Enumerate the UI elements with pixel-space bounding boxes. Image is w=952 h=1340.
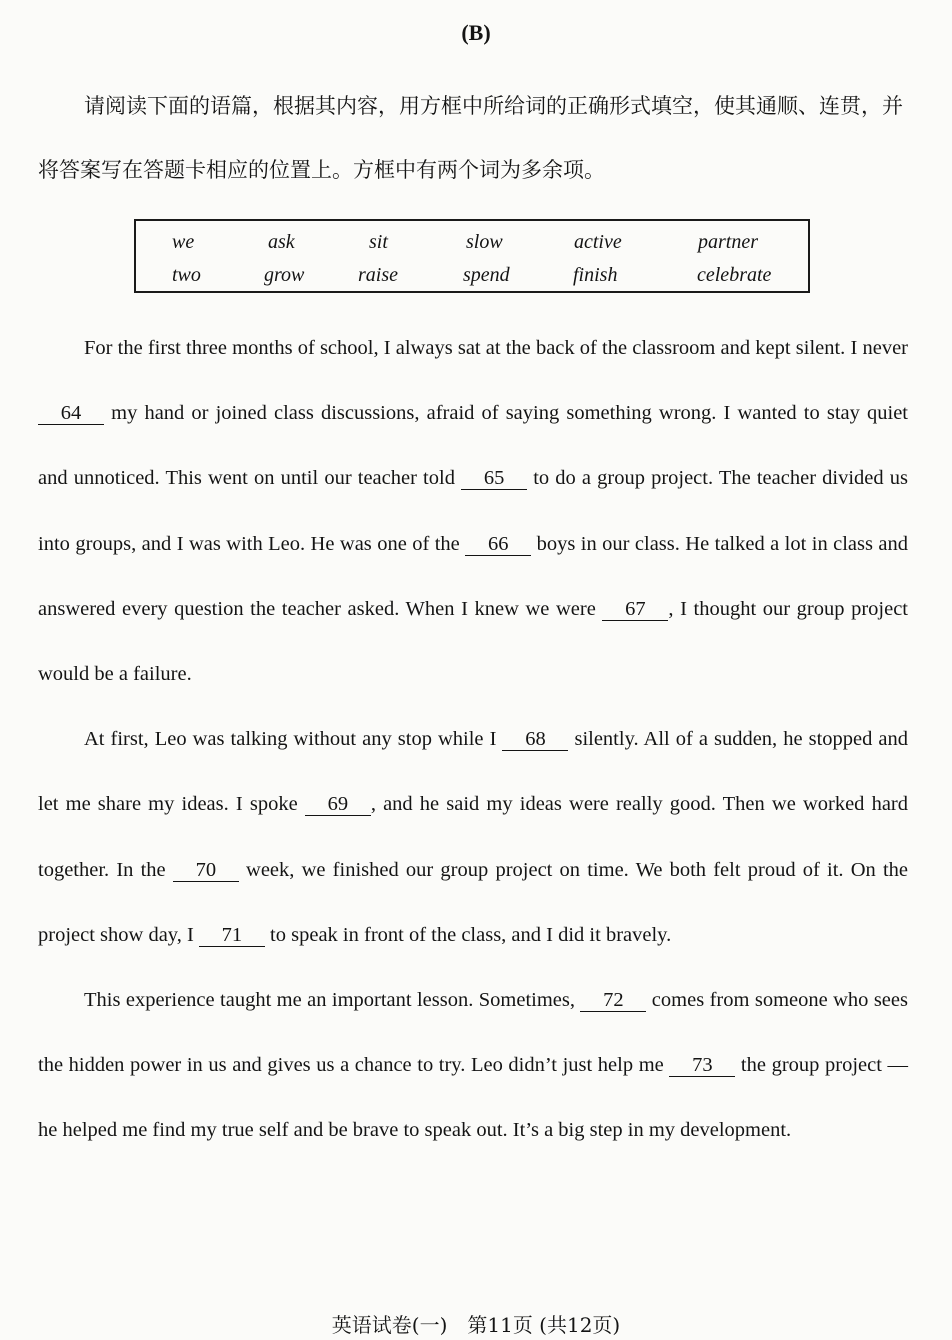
- paragraph-1: [38, 316, 908, 707]
- word-option: partner: [698, 231, 758, 253]
- word-option: grow: [264, 264, 305, 286]
- blank-72[interactable]: 72: [580, 989, 646, 1012]
- instructions-text: 请阅读下面的语篇，根据其内容，用方框中所给词的正确形式填空，使其通顺、连贯，并将答案写在答题卡相应的位置上。方框中有两个词为多余项。: [38, 94, 903, 182]
- section-title: (B): [461, 20, 491, 45]
- passage-text: the group project — he helped me find my true self and be brave to speak out. It’s a big step in my development.: [38, 1054, 908, 1142]
- word-option: spend: [463, 264, 510, 286]
- word-option: celebrate: [697, 264, 772, 286]
- word-box: [134, 219, 810, 293]
- blank-73[interactable]: 73: [669, 1054, 735, 1077]
- passage-text: This experience taught me an important lesson. Sometimes,: [84, 989, 581, 1012]
- blank-65[interactable]: 65: [461, 467, 527, 490]
- passage-text: comes from someone who sees the hidden power in us and gives us a chance to try. Leo didn’t just help me: [38, 989, 908, 1077]
- paragraph-3: [38, 968, 908, 1164]
- word-option: ask: [268, 231, 295, 253]
- passage: [38, 316, 908, 1164]
- passage-text: , I thought our group project would be a failure.: [38, 597, 908, 686]
- word-option: two: [172, 264, 201, 286]
- blank-67[interactable]: 67: [602, 598, 668, 621]
- word-option: sit: [369, 231, 388, 253]
- passage-text: to speak in front of the class, and I did it bravely.: [264, 923, 672, 946]
- passage-text: week, we finished our group project on time. We both felt proud of it. On the project show day, I: [38, 858, 909, 946]
- passage-text: to do a group project. The teacher divided us into groups, and I was with Leo. He was one of the: [38, 467, 908, 555]
- blank-68[interactable]: 68: [502, 728, 568, 751]
- passage-text: At first, Leo was talking without any stop while I: [84, 728, 503, 751]
- passage-text: my hand or joined class discussions, afraid of saying something wrong. I wanted to stay quiet and unnoticed. This went on until our teacher told: [38, 402, 908, 490]
- blank-71[interactable]: 71: [199, 924, 265, 947]
- word-option: finish: [573, 264, 618, 286]
- word-option: slow: [466, 231, 503, 253]
- word-option: active: [574, 231, 622, 253]
- word-option: raise: [358, 264, 398, 286]
- instructions: [38, 74, 910, 202]
- blank-66[interactable]: 66: [465, 533, 531, 556]
- passage-text: boys in our class. He talked a lot in class and answered every question the teacher asked. When I knew we were: [38, 532, 908, 620]
- blank-70[interactable]: 70: [173, 859, 239, 882]
- blank-64[interactable]: 64: [38, 402, 104, 425]
- blank-69[interactable]: 69: [305, 793, 371, 816]
- page-footer: 英语试卷(一) 第11页 (共12页): [331, 1313, 621, 1337]
- passage-text: silently. All of a sudden, he stopped and let me share my ideas. I spoke: [38, 728, 908, 816]
- paragraph-2: [38, 707, 908, 968]
- passage-text: , and he said my ideas were really good. Then we worked hard together. In the: [38, 793, 908, 881]
- passage-text: For the first three months of school, I always sat at the back of the classroom and kept silent. I never: [84, 337, 908, 359]
- word-option: we: [172, 231, 195, 253]
